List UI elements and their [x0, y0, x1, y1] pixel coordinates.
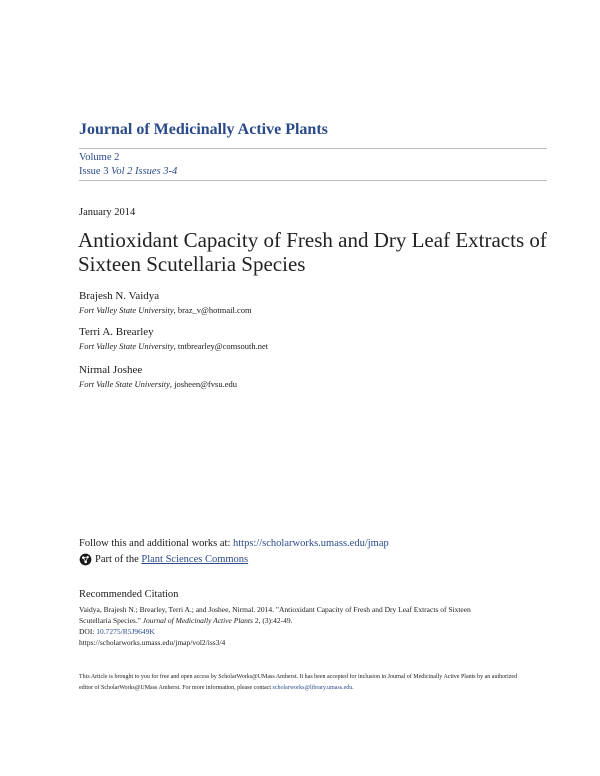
- footer-text: This Article is brought to you for free and open access by ScholarWorks@UMass Amherst. It has been accepted for inclusion in Journal of Medicinally Active Plants by an authorized editor of ScholarWorks@UMass Amherst. For more information, please contact: [79, 674, 518, 691]
- author-name: Brajesh N. Vaidya: [79, 290, 160, 302]
- divider-bottom: [79, 180, 547, 181]
- citation-volume: 2, (3):42-49.: [252, 616, 293, 625]
- repository-link[interactable]: https://scholarworks.umass.edu/jmap: [233, 538, 389, 549]
- contact-email-link[interactable]: scholarworks@library.umass.edu: [272, 685, 353, 691]
- citation-title-part: Scutellaria Species.": [79, 616, 143, 625]
- publication-date: January 2014: [79, 207, 136, 218]
- part-of-prefix: Part of the: [95, 554, 139, 565]
- issue-line: [79, 166, 177, 177]
- divider-top: [79, 148, 547, 149]
- institution: Fort Valley State University: [79, 305, 174, 315]
- citation-doi-line: [79, 626, 539, 637]
- volume-link[interactable]: Volume 2: [79, 152, 120, 163]
- footer-end: .: [352, 685, 354, 691]
- author-name: Nirmal Joshee: [79, 364, 143, 376]
- journal-title[interactable]: Journal of Medicinally Active Plants: [79, 121, 328, 138]
- institution: Fort Valle State University: [79, 379, 170, 389]
- network-icon: [79, 553, 92, 566]
- citation-heading: Recommended Citation: [79, 589, 179, 600]
- author-affiliation: [79, 341, 268, 351]
- footer-notice: [79, 672, 519, 694]
- follow-line: [79, 538, 389, 549]
- article-title: Antioxidant Capacity of Fresh and Dry Leaf Extracts of Sixteen Scutellaria Species: [78, 228, 547, 276]
- citation-text: [79, 604, 539, 648]
- citation-journal: Journal of Medicinally Active Plants: [142, 616, 253, 625]
- issue-subtitle-link[interactable]: Vol 2 Issues 3-4: [111, 166, 178, 177]
- citation-line: [79, 615, 539, 626]
- follow-prefix: Follow this and additional works at:: [79, 538, 233, 549]
- author-email: , josheen@fvsu.edu: [169, 379, 237, 389]
- doi-label: DOI:: [79, 627, 97, 636]
- issue-link[interactable]: Issue 3: [79, 166, 109, 177]
- plant-sciences-commons-link[interactable]: Plant Sciences Commons: [141, 554, 249, 565]
- author-email: , tntbrearley@comsouth.net: [173, 341, 269, 351]
- part-of-line: [79, 553, 248, 566]
- citation-url: https://scholarworks.umass.edu/jmap/vol2/iss3/4: [79, 638, 226, 647]
- institution: Fort Valley State University: [79, 341, 174, 351]
- author-name: Terri A. Brearley: [79, 326, 154, 338]
- author-affiliation: [79, 305, 252, 315]
- author-email: , braz_v@hotmail.com: [173, 305, 252, 315]
- citation-line: Vaidya, Brajesh N.; Brearley, Terri A.; and Joshee, Nirmal. 2014. "Antioxidant Capacity of Fresh and Dry Leaf Extracts of Sixteen: [79, 605, 471, 614]
- doi-link[interactable]: 10.7275/R5J9649K: [96, 627, 155, 636]
- author-affiliation: [79, 379, 237, 389]
